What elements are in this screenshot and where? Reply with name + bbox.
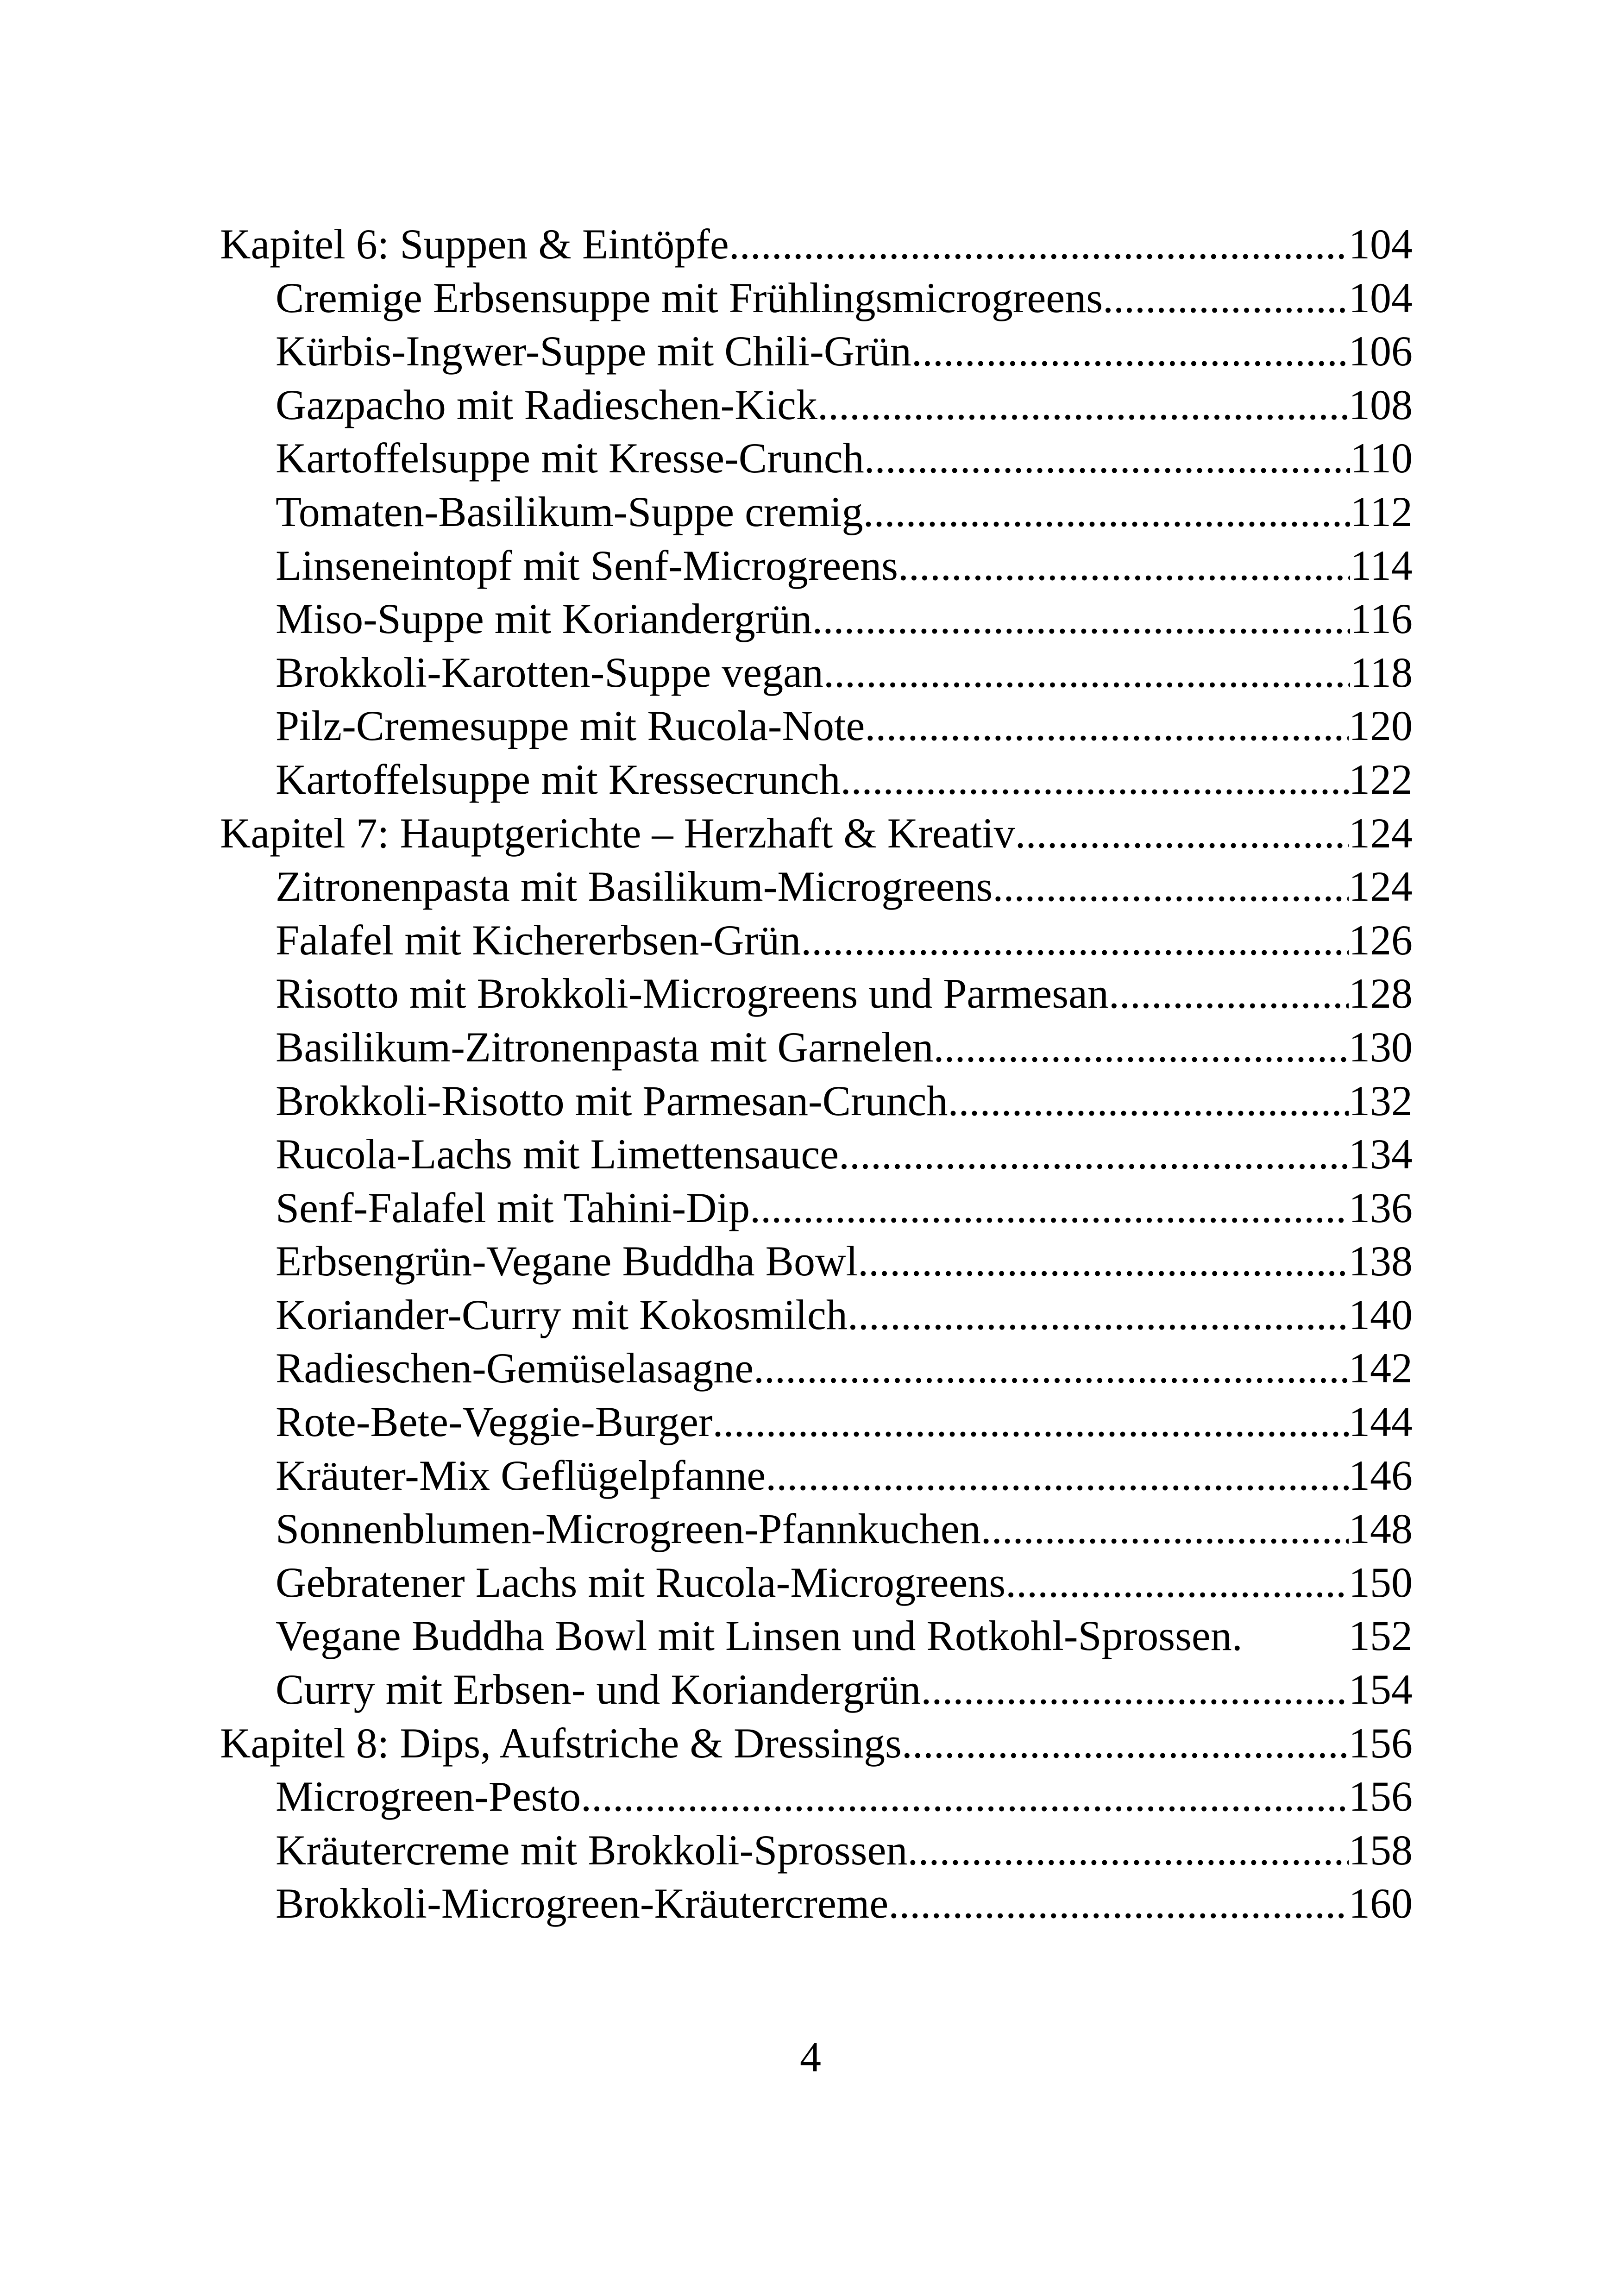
toc-entry [220, 699, 1413, 753]
toc-entry-page: 116 [1350, 595, 1413, 643]
toc-entry-title: Zitronenpasta mit Basilikum-Microgreens [276, 863, 993, 910]
toc-dot-leader [812, 592, 1350, 646]
toc-entry [220, 1288, 1413, 1342]
toc-entry-page: 134 [1349, 1130, 1413, 1178]
toc-entry [220, 539, 1413, 593]
toc-dot-leader [754, 1342, 1349, 1395]
toc-dot-leader [981, 1502, 1349, 1556]
toc-dot-leader [729, 218, 1349, 271]
toc-entry-title: Sonnenblumen-Microgreen-Pfannkuchen [276, 1505, 981, 1553]
toc-entry [220, 1074, 1413, 1128]
toc-entry-title: Gebratener Lachs mit Rucola-Microgreens [276, 1558, 1006, 1606]
toc-dot-leader [581, 1770, 1349, 1824]
toc-entry-page: 110 [1350, 434, 1413, 482]
toc-dot-leader [863, 485, 1351, 539]
toc-entry-title: Radieschen-Gemüselasagne [276, 1344, 754, 1392]
toc-entry [220, 967, 1413, 1021]
toc-entry-page: 106 [1349, 327, 1413, 375]
toc-entry [220, 325, 1413, 378]
toc-entry [220, 485, 1413, 539]
toc-entry-page: 104 [1349, 274, 1413, 321]
toc-entry [220, 1663, 1413, 1717]
toc-entry [220, 914, 1413, 967]
toc-entry-title: Brokkoli-Microgreen-Kräutercreme [276, 1880, 889, 1927]
toc-dot-leader [1109, 967, 1349, 1021]
toc-dot-leader [921, 1663, 1349, 1717]
toc-entry [220, 753, 1413, 807]
toc-dot-leader [801, 914, 1349, 967]
toc-entry-title: Brokkoli-Risotto mit Parmesan-Crunch [276, 1077, 948, 1124]
table-of-contents [220, 218, 1413, 1931]
toc-entry-title: Kapitel 8: Dips, Aufstriche & Dressings [220, 1719, 902, 1767]
toc-entry-title: Kartoffelsuppe mit Kresse-Crunch [276, 434, 864, 482]
toc-dot-leader [1103, 271, 1349, 325]
toc-entry-page: 144 [1349, 1398, 1413, 1446]
toc-entry-page: 122 [1349, 755, 1413, 803]
toc-dot-leader [840, 753, 1349, 807]
toc-entry-page: 114 [1350, 541, 1413, 589]
toc-entry-page: 160 [1349, 1880, 1413, 1927]
toc-entry-page: 152 [1349, 1612, 1413, 1660]
toc-entry-title: Kartoffelsuppe mit Kressecrunch [276, 755, 841, 803]
toc-entry [220, 1342, 1413, 1395]
toc-entry [220, 592, 1413, 646]
toc-dot-leader [848, 1288, 1349, 1342]
toc-entry [220, 860, 1413, 914]
toc-entry-page: 136 [1349, 1184, 1413, 1231]
toc-entry-title: Falafel mit Kichererbsen-Grün [276, 916, 801, 964]
toc-entry-title: Cremige Erbsensuppe mit Frühlingsmicrogreens [276, 274, 1103, 321]
toc-entry-page: 146 [1349, 1451, 1413, 1499]
toc-entry-page: 128 [1349, 970, 1413, 1017]
toc-entry-title: Senf-Falafel mit Tahini-Dip [276, 1184, 750, 1231]
toc-entry-page: 154 [1349, 1666, 1413, 1713]
toc-entry [220, 271, 1413, 325]
toc-entry-title: Kapitel 6: Suppen & Eintöpfe [220, 220, 729, 268]
toc-entry-title: Koriander-Curry mit Kokosmilch [276, 1291, 848, 1338]
toc-dot-leader [750, 1181, 1349, 1235]
toc-entry [220, 1609, 1413, 1663]
toc-entry-page: 104 [1349, 220, 1413, 268]
toc-dot-leader [911, 325, 1349, 378]
toc-chapter-entry [220, 218, 1413, 271]
toc-dot-leader [864, 432, 1351, 485]
toc-entry-title: Vegane Buddha Bowl mit Linsen und Rotkohl-Sprossen. [276, 1612, 1243, 1660]
toc-entry-title: Erbsengrün-Vegane Buddha Bowl [276, 1237, 858, 1285]
toc-entry-title: Kürbis-Ingwer-Suppe mit Chili-Grün [276, 327, 911, 375]
toc-entry [220, 1824, 1413, 1877]
toc-entry-page: 118 [1350, 648, 1413, 696]
toc-entry-page: 156 [1349, 1773, 1413, 1820]
toc-entry-page: 108 [1349, 381, 1413, 428]
toc-entry [220, 1770, 1413, 1824]
toc-entry-title: Brokkoli-Karotten-Suppe vegan [276, 648, 823, 696]
toc-entry-page: 156 [1349, 1719, 1413, 1767]
toc-dot-leader [993, 860, 1349, 914]
toc-entry [220, 1877, 1413, 1931]
toc-dot-leader [858, 1235, 1349, 1288]
toc-entry-title: Kapitel 7: Hauptgerichte – Herzhaft & Kreativ [220, 809, 1015, 857]
toc-entry-title: Kräuter-Mix Geflügelpfanne [276, 1451, 766, 1499]
toc-entry [220, 1502, 1413, 1556]
toc-entry-page: 124 [1349, 809, 1413, 857]
toc-dot-leader [934, 1021, 1349, 1074]
toc-entry-page: 140 [1349, 1291, 1413, 1338]
toc-entry-title: Rote-Bete-Veggie-Burger [276, 1398, 713, 1446]
toc-entry-title: Tomaten-Basilikum-Suppe cremig [276, 488, 863, 535]
toc-entry-page: 112 [1350, 488, 1413, 535]
toc-entry [220, 646, 1413, 700]
toc-entry-title: Miso-Suppe mit Koriandergrün [276, 595, 812, 643]
toc-dot-leader [817, 378, 1349, 432]
toc-dot-leader [902, 1717, 1349, 1770]
toc-entry-title: Pilz-Cremesuppe mit Rucola-Note [276, 702, 865, 750]
toc-dot-leader [1015, 807, 1349, 860]
toc-entry [220, 378, 1413, 432]
toc-entry [220, 1128, 1413, 1181]
toc-dot-leader [839, 1128, 1349, 1181]
toc-chapter-entry [220, 807, 1413, 860]
toc-entry [220, 1395, 1413, 1449]
toc-entry [220, 432, 1413, 485]
toc-dot-leader [907, 1824, 1349, 1877]
toc-entry-title: Linseneintopf mit Senf-Microgreens [276, 541, 898, 589]
toc-entry-page: 132 [1349, 1077, 1413, 1124]
toc-entry-page: 158 [1349, 1826, 1413, 1874]
toc-dot-leader [865, 699, 1349, 753]
toc-entry [220, 1449, 1413, 1503]
toc-chapter-entry [220, 1717, 1413, 1770]
toc-entry-page: 150 [1349, 1558, 1413, 1606]
toc-dot-leader [948, 1074, 1349, 1128]
toc-dot-leader [888, 1877, 1349, 1931]
toc-entry-title: Rucola-Lachs mit Limettensauce [276, 1130, 839, 1178]
toc-entry [220, 1021, 1413, 1074]
toc-entry-page: 124 [1349, 863, 1413, 910]
toc-entry [220, 1556, 1413, 1610]
toc-entry [220, 1181, 1413, 1235]
toc-entry-title: Kräutercreme mit Brokkoli-Sprossen [276, 1826, 908, 1874]
toc-entry-title: Microgreen-Pesto [276, 1773, 581, 1820]
toc-dot-leader [1005, 1556, 1349, 1610]
toc-entry-page: 130 [1349, 1023, 1413, 1071]
page-number: 4 [800, 2033, 821, 2081]
toc-entry-title: Basilikum-Zitronenpasta mit Garnelen [276, 1023, 934, 1071]
toc-entry [220, 1235, 1413, 1288]
toc-entry-title: Gazpacho mit Radieschen-Kick [276, 381, 817, 428]
toc-entry-page: 138 [1349, 1237, 1413, 1285]
toc-entry-page: 120 [1349, 702, 1413, 750]
toc-entry-page: 148 [1349, 1505, 1413, 1553]
toc-entry-page: 126 [1349, 916, 1413, 964]
toc-dot-leader [766, 1449, 1349, 1503]
toc-dot-leader [898, 539, 1351, 593]
toc-entry-title: Curry mit Erbsen- und Koriandergrün [276, 1666, 921, 1713]
toc-entry-page: 142 [1349, 1344, 1413, 1392]
toc-entry-title: Risotto mit Brokkoli-Microgreens und Parmesan [276, 970, 1109, 1017]
toc-dot-leader [713, 1395, 1349, 1449]
toc-dot-leader [823, 646, 1350, 700]
